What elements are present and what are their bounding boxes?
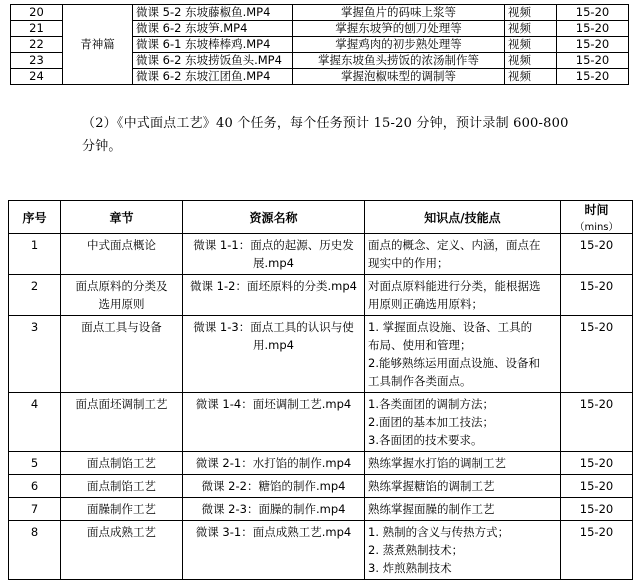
duration: 15-20 [561,498,633,521]
duration: 15-20 [561,316,633,393]
knowledge-point: 掌握东坡笋的刨刀处理等 [293,21,505,37]
table-row [9,316,633,393]
row-number: 6 [9,475,61,498]
resource-type: 视频 [505,53,557,69]
chapter-cell: 青神篇 [63,5,133,85]
resource-name-line: 微课 3-1：面点成熟工艺.mp4 [195,525,352,539]
knowledge-point-line: 用原则正确选用原料； [368,297,483,311]
knowledge-point-line: 1. 熟制的含义与传热方式； [368,525,510,539]
header-number: 序号 [9,201,61,234]
header-time-label: 时间 [584,203,609,217]
knowledge-point-line: 2.面团的基本加工技法； [368,415,494,429]
resource-name-line: 微课 1-4：面坯调制工艺.mp4 [195,397,352,411]
chapter-cell-line: 面臊制作工艺 [87,502,156,516]
duration: 15-20 [561,393,633,452]
resource-name: 微课 5-2 东坡藤椒鱼.MP4 [133,5,293,21]
chapter-cell [61,498,183,521]
header-chapter: 章节 [61,201,183,234]
row-number: 24 [11,69,63,85]
resource-type: 视频 [505,37,557,53]
row-number: 23 [11,53,63,69]
chapter-cell [61,475,183,498]
resource-name-line: 微课 1-2：面坯原料的分类.mp4 [190,279,357,293]
chapter-cell-line: 面点成熟工艺 [87,525,156,539]
row-number: 2 [9,275,61,316]
resource-name-line: 展.mp4 [253,256,294,270]
video-resource-table-continued [10,4,629,85]
resource-name-line: 微课 1-3：面点工具的认识与使 [193,320,354,334]
duration: 15-20 [557,69,629,85]
resource-type: 视频 [505,21,557,37]
chapter-cell-line: 面点制馅工艺 [87,479,156,493]
knowledge-point [365,521,561,580]
chapter-cell-line: 选用原则 [98,297,145,311]
resource-name [183,452,365,475]
duration: 15-20 [557,5,629,21]
resource-name: 微课 6-1 东坡棒棒鸡.MP4 [133,37,293,53]
knowledge-point-line: 2. 蒸煮熟制技术； [368,543,464,557]
chapter-cell-line: 面点面坯调制工艺 [75,397,168,411]
pastry-course-table [8,200,633,580]
header-time-unit: （mins） [574,222,619,233]
knowledge-point [365,475,561,498]
row-number: 5 [9,452,61,475]
header-resource: 资源名称 [183,201,365,234]
knowledge-point [365,393,561,452]
chapter-cell-line: 中式面点概论 [87,238,156,252]
resource-name [183,498,365,521]
resource-name: 微课 6-2 东坡江团鱼.MP4 [133,69,293,85]
knowledge-point [365,316,561,393]
resource-type: 视频 [505,69,557,85]
duration: 15-20 [561,475,633,498]
knowledge-point: 掌握鱼片的码味上浆等 [293,5,505,21]
paragraph-line-2: 分钟。 [82,139,122,154]
duration: 15-20 [561,275,633,316]
chapter-cell [61,275,183,316]
resource-name [183,316,365,393]
resource-name-line: 微课 2-2：糖馅的制作.mp4 [201,479,346,493]
duration: 15-20 [557,21,629,37]
duration: 15-20 [557,53,629,69]
table-row [9,521,633,580]
resource-name [183,275,365,316]
duration: 15-20 [561,521,633,580]
row-number: 20 [11,5,63,21]
knowledge-point: 掌握鸡肉的初步熟处理等 [293,37,505,53]
resource-name-line: 微课 2-1：水打馅的制作.mp4 [195,456,352,470]
chapter-cell-line: 面点制馅工艺 [87,456,156,470]
row-number: 8 [9,521,61,580]
paragraph-line-1: （2）《中式面点工艺》40 个任务，每个任务预计 15-20 分钟，预计录制 600-800 [82,116,569,131]
resource-name-line: 微课 1-1：面点的起源、历史发 [193,238,354,252]
knowledge-point [365,452,561,475]
knowledge-point-line: 3.各面团的技术要求。 [368,433,483,447]
row-number: 3 [9,316,61,393]
header-knowledge: 知识点/技能点 [365,201,561,234]
table-row [9,393,633,452]
row-number: 21 [11,21,63,37]
header-time [561,201,633,234]
knowledge-point-line: 3. 炸煎熟制技术 [368,561,452,575]
table-row [9,234,633,275]
resource-name [183,521,365,580]
knowledge-point [365,234,561,275]
chapter-cell-line: 面点工具与设备 [81,320,162,334]
table-row [9,475,633,498]
chapter-cell [61,234,183,275]
duration: 15-20 [557,37,629,53]
knowledge-point: 掌握东坡鱼头捞饭的浓汤制作等 [293,53,505,69]
knowledge-point-line: 熟练掌握水打馅的调制工艺 [368,456,506,470]
knowledge-point-line: 工具制作各类面点。 [368,374,472,388]
chapter-cell-line: 面点原料的分类及 [75,279,168,293]
row-number: 22 [11,37,63,53]
resource-name-line: 微课 2-3：面臊的制作.mp4 [201,502,346,516]
knowledge-point-line: 面点的概念、定义、内涵，面点在 [368,238,541,252]
table-row [9,498,633,521]
resource-name: 微课 6-2 东坡捞饭鱼头.MP4 [133,53,293,69]
knowledge-point-line: 1.各类面团的调制方法； [368,397,494,411]
row-number: 7 [9,498,61,521]
knowledge-point [365,498,561,521]
duration: 15-20 [561,234,633,275]
chapter-cell [61,452,183,475]
resource-name-line: 用.mp4 [253,338,294,352]
knowledge-point-line: 布局、使用和管理； [368,338,472,352]
table-row [9,452,633,475]
resource-name: 微课 6-2 东坡笋.MP4 [133,21,293,37]
resource-name [183,393,365,452]
table-row [11,5,629,21]
duration: 15-20 [561,452,633,475]
knowledge-point-line: 对面点原料能进行分类，能根据选 [368,279,541,293]
knowledge-point-line: 2.能够熟练运用面点设施、设备和 [368,356,540,370]
knowledge-point: 掌握泡椒味型的调制等 [293,69,505,85]
row-number: 4 [9,393,61,452]
knowledge-point-line: 熟练掌握面臊的制作工艺 [368,502,495,516]
row-number: 1 [9,234,61,275]
resource-name [183,234,365,275]
knowledge-point [365,275,561,316]
resource-type: 视频 [505,5,557,21]
knowledge-point-line: 现实中的作用； [368,256,449,270]
knowledge-point-line: 熟练掌握糖馅的调制工艺 [368,479,495,493]
chapter-cell [61,521,183,580]
table-row [9,275,633,316]
knowledge-point-line: 1. 掌握面点设施、设备、工具的 [368,320,533,334]
chapter-cell [61,393,183,452]
table-header-row [9,201,633,234]
course-description-paragraph [82,112,622,158]
resource-name [183,475,365,498]
chapter-cell [61,316,183,393]
